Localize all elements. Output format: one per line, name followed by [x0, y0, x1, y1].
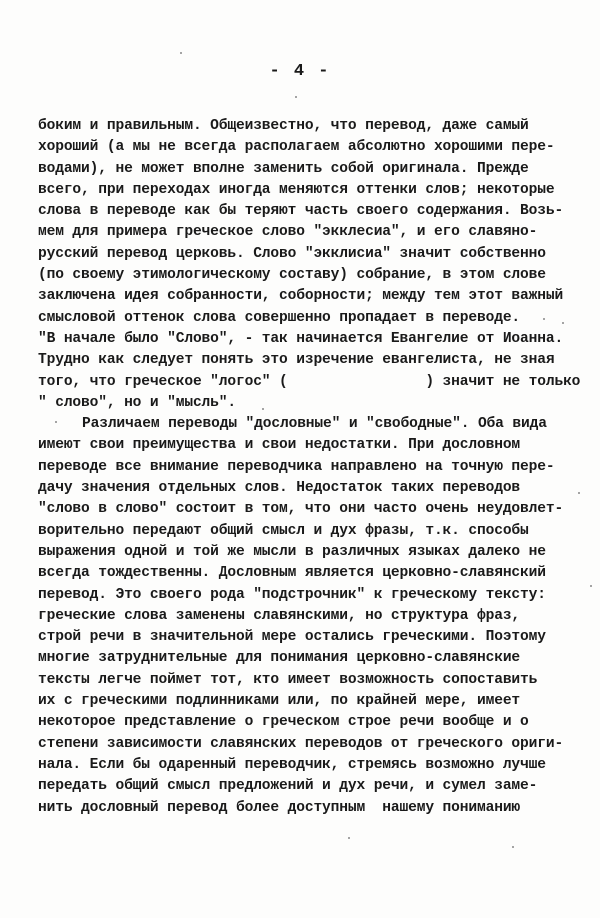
- scan-speck: [295, 96, 297, 98]
- scan-speck: [590, 585, 592, 587]
- text-line: строй речи в значительной мере остались греческими. Поэтому: [38, 629, 546, 646]
- text-line: хороший (а мы не всегда располагаем абсолютно хорошими пере-: [38, 139, 555, 156]
- text-line: нить дословный перевод более доступным нашему пониманию: [38, 799, 521, 816]
- text-line: всего, при переходах иногда меняются оттенки слов; некоторые: [38, 181, 555, 198]
- text-line: имеют свои преимущества и свои недостатки. При дословном: [38, 437, 521, 454]
- text-line: Различаем переводы "дословные" и "свободные". Оба вида: [82, 416, 547, 433]
- text-line: нала. Если бы одаренный переводчик, стремясь возможно лучше: [38, 756, 546, 773]
- text-line: русский перевод церковь. Слово "экклисиа" значит собственно: [38, 245, 546, 262]
- text-line: Трудно как следует понять это изречение евангелиста, не зная: [38, 352, 555, 369]
- text-line: мем для примера греческое слово "экклесиа", и его славяно-: [38, 224, 538, 241]
- text-line: заключена идея собранности, соборности; между тем этот важный: [38, 288, 564, 305]
- text-line: смысловой оттенок слова совершенно пропадает в переводе.: [38, 309, 521, 326]
- text-line: " слово", но и "мысль".: [38, 394, 236, 411]
- text-line: тексты легче поймет тот, кто имеет возможность сопоставить: [38, 671, 538, 688]
- scan-speck: [543, 318, 545, 320]
- text-line: передать общий смысл предложений и дух речи, и сумел заме-: [38, 778, 538, 795]
- text-line: многие затруднительные для понимания церковно-славянские: [38, 650, 521, 667]
- text-line: "В начале было "Слово", - так начинается Евангелие от Иоанна.: [38, 330, 564, 347]
- body-text: [38, 116, 583, 819]
- text-line: слова в переводе как бы теряют часть своего содержания. Возь-: [38, 203, 564, 220]
- page-number: - 4 -: [269, 62, 331, 81]
- scan-speck: [578, 492, 580, 494]
- text-line: боким и правильным. Общеизвестно, что перевод, даже самый: [38, 118, 529, 134]
- text-line: "слово в слово" состоит в том, что они часто очень неудовлет-: [38, 501, 564, 518]
- scan-speck: [55, 421, 57, 423]
- text-line: некоторое представление о греческом строе речи вообще и о: [38, 714, 529, 731]
- scan-speck: [562, 322, 564, 324]
- text-line: греческие слова заменены славянскими, но структура фраз,: [38, 607, 521, 624]
- text-line: перевод. Это своего рода "подстрочник" к греческому тексту:: [38, 586, 546, 603]
- scan-speck: [512, 846, 514, 848]
- scan-speck: [180, 52, 182, 54]
- text-line: переводе все внимание переводчика направлено на точную пере-: [38, 458, 555, 475]
- text-line: всегда тождественны. Дословным является церковно-славянский: [38, 565, 546, 582]
- text-line: степени зависимости славянских переводов от греческого ориги-: [38, 735, 564, 752]
- text-line: выражения одной и той же мысли в различных языках далеко не: [38, 543, 546, 560]
- text-line: дачу значения отдельных слов. Недостаток таких переводов: [38, 480, 521, 497]
- scan-speck: [262, 408, 264, 410]
- text-line: (по своему этимологическому составу) собрание, в этом слове: [38, 267, 546, 284]
- scan-speck: [348, 837, 350, 839]
- text-line: их с греческими подлинниками или, по крайней мере, имеет: [38, 693, 521, 710]
- text-line: водами), не может вполне заменить собой оригинала. Прежде: [38, 160, 529, 177]
- text-line: ворительно передают общий смысл и дух фразы, т.к. способы: [38, 522, 529, 539]
- text-line: того, что греческое "логос" ( ) значит не только: [38, 373, 581, 390]
